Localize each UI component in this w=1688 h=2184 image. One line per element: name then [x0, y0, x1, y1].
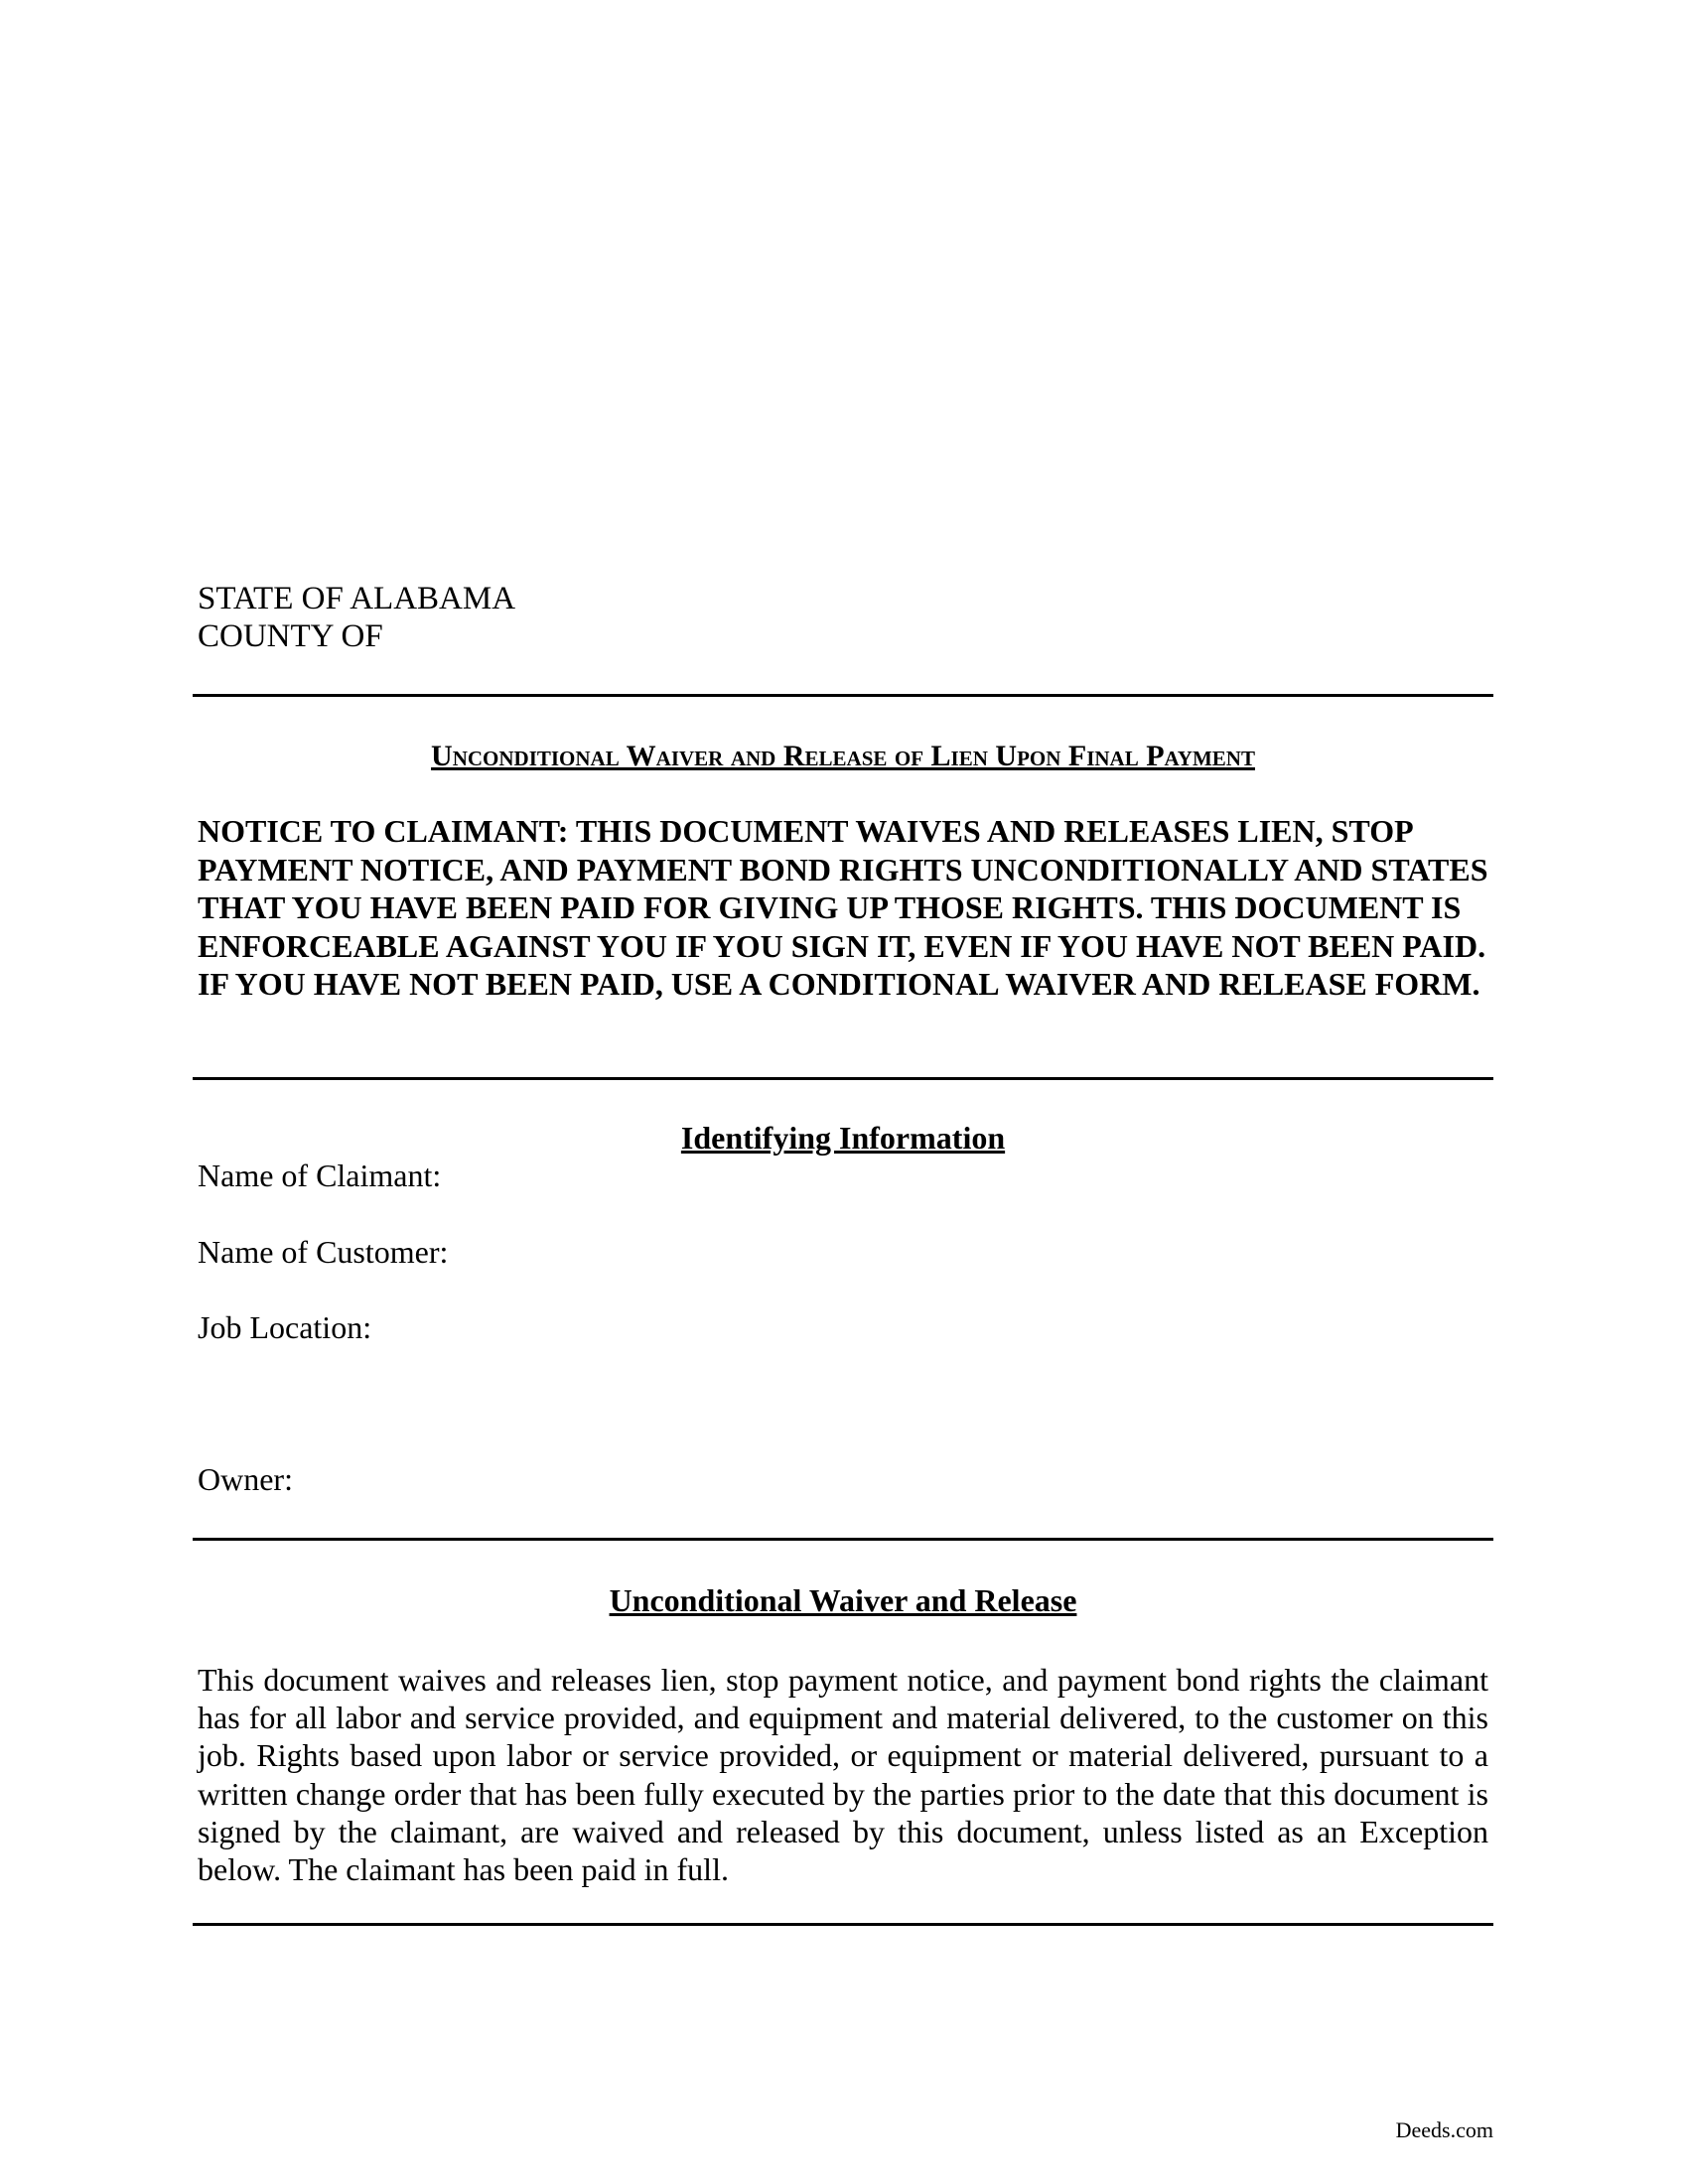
document-title: Unconditional Waiver and Release of Lien Upon Final Payment — [431, 740, 1255, 772]
county-line: COUNTY OF — [198, 618, 383, 654]
identifying-information-heading: Identifying Information — [680, 1120, 1006, 1156]
state-line: STATE OF ALABAMA — [198, 581, 516, 616]
waiver-release-heading: Unconditional Waiver and Release — [609, 1582, 1077, 1618]
owner-label: Owner: — [198, 1461, 293, 1497]
divider-after-waiver — [193, 1923, 1493, 1926]
divider-top — [193, 694, 1493, 697]
job-location-label: Job Location: — [198, 1309, 372, 1345]
divider-after-identifying — [193, 1538, 1493, 1541]
notice-to-claimant: NOTICE TO CLAIMANT: THIS DOCUMENT WAIVES AND RELEASES LIEN, STOP PAYMENT NOTICE, AND PAYMENT BOND RIGHTS UNCONDITIONALLY AND STATES THAT YOU HAVE BEEN PAID FOR GIVING UP THOSE RIGHTS. THIS DOCUMENT IS ENFORCEABLE AGAINST YOU IF YOU SIGN IT, EVEN IF YOU HAVE NOT BEEN PAID. IF YOU HAVE NOT BEEN PAID, USE A CONDITIONAL WAIVER AND RELEASE FORM. — [198, 813, 1488, 1002]
waiver-release-body: This document waives and releases lien, stop payment notice, and payment bond rights the claimant has for all labor and service provided, and equipment and material delivered, to the customer on this job. Rights based upon labor or service provided, or equipment or material delivered, pursuant to a written change order that has been fully executed by the parties prior to the date that this document is signed by the claimant, are waived and released by this document, unless listed as an Exception below. The claimant has been paid in full. — [198, 1662, 1488, 1888]
customer-name-label: Name of Customer: — [198, 1234, 449, 1270]
footer-brand: Deeds.com — [1395, 2117, 1493, 2142]
venue-header — [198, 580, 515, 655]
divider-after-notice — [193, 1077, 1493, 1080]
claimant-name-label: Name of Claimant: — [198, 1158, 442, 1193]
